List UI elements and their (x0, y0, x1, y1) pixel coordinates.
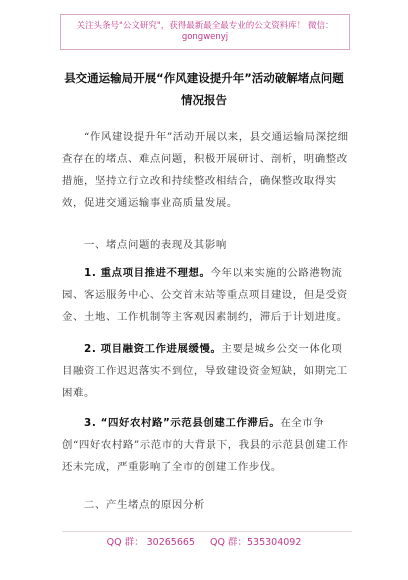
section-heading-2: 二、产生堵点的原因分析 (84, 499, 205, 511)
document-title-line2: 情况报告 (181, 93, 227, 107)
footer-qq-2: QQ 群：535304092 (210, 537, 302, 548)
item-3-lead: 3. “四好农村路”示范县创建工作滞后。 (84, 417, 281, 429)
footer-divider (62, 531, 352, 532)
header-banner: 关注头条号"公文研究"，获得最新最全最专业的公文资料库！ 微信：gongwenyj (60, 14, 350, 50)
section-heading-1: 一、堵点问题的表现及其影响 (84, 239, 227, 251)
item-2 (62, 338, 352, 404)
item-1-lead: 1. 重点项目推进不理想。 (84, 267, 211, 279)
item-2-lead: 2. 项目融资工作进展缓慢。 (84, 343, 222, 355)
item-2-text: 主要是城乡公交一体化项目融资工作迟迟落实不到位，导致建设资金短缺，如期完工困难。 (62, 343, 348, 399)
item-3 (62, 412, 352, 478)
item-1-text: 今年以来实施的公路港物流园、客运服务中心、公交首末站等重点项目建设，但是受资金、土地、工作机制等主客观因素制约，滞后于计划进度。 (62, 267, 348, 323)
item-3-text: 在全市争创“四好农村路”示范市的大背景下，我县的示范县创建工作还未完成，严重影响了全市的创建工作步伐。 (62, 417, 349, 473)
item-1 (62, 262, 352, 328)
intro-paragraph: “作风建设提升年”活动开展以来，县交通运输局深挖细查存在的堵点、难点问题，积极开展研讨、剖析，明确整改措施，坚持立行立改和持续整改相结合，确保整改取得实效，促进交通运输事业高质量发展。 (62, 131, 349, 209)
footer-qq-1: QQ 群： 30265665 (106, 537, 195, 548)
document-title: 县交通运输局开展“作风建设提升年”活动破解堵点问题 (64, 71, 344, 85)
footer (0, 534, 408, 548)
